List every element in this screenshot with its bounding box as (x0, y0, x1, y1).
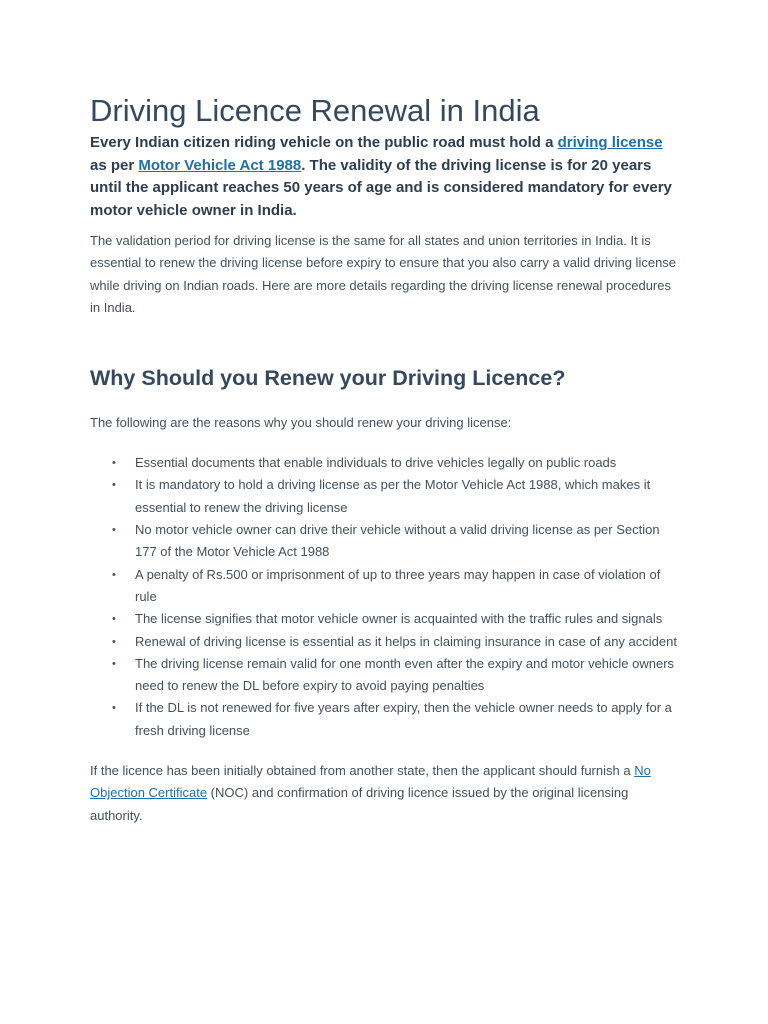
list-item (112, 653, 680, 698)
list-item-text: It is mandatory to hold a driving license as per the Motor Vehicle Act 1988, which makes it essential to renew the driving license (135, 477, 651, 515)
bullet-icon: • (112, 479, 116, 492)
lead-text-3: . The validity of the driving license is for 20 years until the applicant reaches 50 years of age and is considered mandatory for every motor vehicle owner in India. (90, 156, 672, 219)
list-item-text: The license signifies that motor vehicle owner is acquainted with the traffic rules and signals (135, 611, 663, 627)
bullet-icon: • (112, 635, 116, 648)
lead-text-2: as per (90, 156, 139, 174)
motor-vehicle-act-link[interactable]: Motor Vehicle Act 1988 (138, 156, 302, 174)
list-item (112, 697, 680, 742)
page-title: Driving Licence Renewal in India (90, 93, 540, 128)
closing-paragraph (90, 760, 680, 827)
validation-paragraph: The validation period for driving license is the same for all states and union territories in India. It is essential to renew the driving license before expiry to ensure that you also carry a valid driving license while driving on Indian roads. Here are more details regarding the driving license renewal procedures in India. (90, 233, 677, 315)
list-item-text: Essential documents that enable individuals to drive vehicles legally on public roads (135, 455, 617, 471)
closing-text-2: (NOC) and confirmation of driving licence issued by the original licensing authority. (90, 785, 629, 823)
closing-text-1: If the licence has been initially obtained from another state, then the applicant should furnish a (90, 763, 635, 779)
bullet-icon: • (112, 524, 116, 537)
bullet-icon: • (112, 457, 116, 470)
list-item (112, 452, 680, 474)
list-item-text: Renewal of driving license is essential as it helps in claiming insurance in case of any accident (135, 633, 677, 649)
noc-link[interactable]: No Objection Certificate (90, 763, 651, 801)
section-intro: The following are the reasons why you should renew your driving license: (90, 415, 512, 431)
list-item (112, 631, 680, 653)
bullet-icon: • (112, 702, 116, 715)
list-item-text: No motor vehicle owner can drive their vehicle without a valid driving license as per Section 177 of the Motor Vehicle Act 1988 (135, 522, 660, 560)
lead-paragraph (90, 132, 680, 222)
driving-license-link[interactable]: driving license (557, 134, 663, 151)
list-item (112, 608, 680, 630)
section-heading: Why Should you Renew your Driving Licence? (90, 366, 566, 391)
document-page (90, 92, 680, 827)
bullet-icon: • (112, 657, 116, 670)
list-item-text: The driving license remain valid for one month even after the expiry and motor vehicle owners need to renew the DL before expiry to avoid paying penalties (135, 655, 675, 694)
list-item-text: If the DL is not renewed for five years after expiry, then the vehicle owner needs to apply for a fresh driving license (135, 700, 672, 738)
list-item-text: A penalty of Rs.500 or imprisonment of up to three years may happen in case of violation of rule (135, 566, 661, 604)
list-item (112, 519, 680, 564)
reasons-list (90, 452, 680, 742)
list-item (112, 564, 680, 609)
lead-text-1: Every Indian citizen riding vehicle on the public road must hold a (90, 134, 558, 151)
bullet-icon: • (112, 568, 116, 581)
bullet-icon: • (112, 613, 116, 626)
list-item (112, 474, 680, 519)
